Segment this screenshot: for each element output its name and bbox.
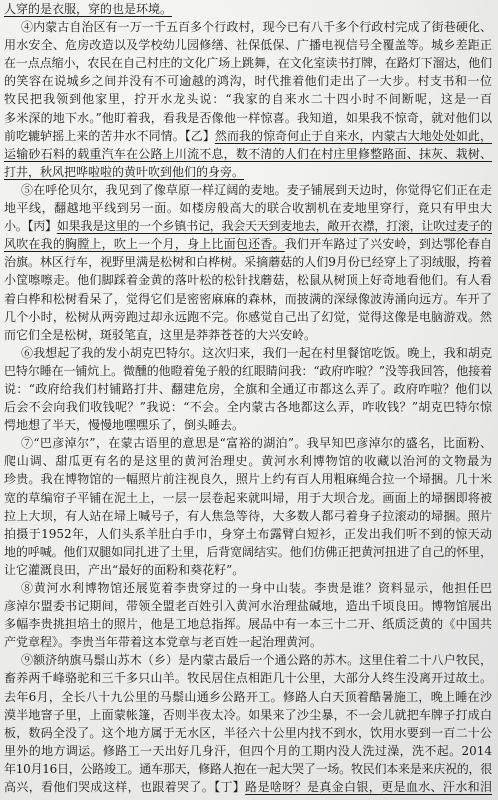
text-run: 巴特尔睡在一铺炕上。微醺的他瞪着兔子般的红眼睛问我：“政府咋啦？”没等我回答，他接着 — [4, 363, 492, 378]
text-run: 拍摄于1952年，人们头系羊肚白手巾，身穿土布露臂白短衫，正发出我们听不到的惊天动 — [4, 526, 492, 541]
text-run: 地平线，翻越地平线到另一面。如楼房般高大的联合收割机在麦地里穿行，竟只有甲虫大 — [4, 201, 492, 216]
text-run: 牧民把我领到他家里，拧开水龙头说：“我家的自来水二十四小时不间断呢，这是一百 — [4, 92, 492, 107]
text-line — [4, 398, 492, 416]
text-run: 宽的草编帘子平铺在泥土上，一层一层卷起来就叫埽，用于大坝合龙。画面上的埽捆即将被 — [4, 490, 492, 505]
text-run: ⑧黄河水利博物馆还展览着李贵穿过的一身中山装。李贵是谁？资料显示，他担任巴 — [21, 581, 492, 595]
text-line — [4, 470, 492, 488]
text-line — [4, 706, 492, 724]
paragraph — [4, 181, 492, 344]
text-line — [4, 109, 492, 127]
text-run: 治旗。林区行车，视野里满是松树和白桦树。采摘蘑菇的人们9月份已经穿上了羽绒服，挎着 — [4, 255, 492, 270]
text-run: 多幅李贵挑担培土的照片，他是工地总指挥。展品中有一本三十二开、纸质泛黄的《中国共 — [4, 617, 492, 632]
text-run: 里外的地方调运。修路工一天出好几身汗，但四个月的工期内没人洗过澡，洗不起。2014 — [4, 743, 492, 758]
text-line — [4, 669, 492, 687]
text-line — [4, 344, 492, 362]
text-line — [4, 145, 492, 163]
text-run: 畜养两千峰骆驼和三千多只山羊。牧民居住点相距几十公里，大部分人终生没离开过故土。 — [4, 671, 492, 686]
text-run: 让它灌溉良田，产出“最好的面粉和葵花籽”。 — [4, 562, 245, 577]
text-line — [4, 362, 492, 380]
text-line — [4, 760, 492, 778]
text-run: 后会不会向我们收钱呢？”我说：“不会。全内蒙古各地都这么弄，咋收钱？”胡克巴特尔惊 — [4, 400, 492, 415]
underlined-text: 如果我是这里的一个乡镇书记，我会天天到麦地去，敞开衣襟，打滚，让吹过麦子的 — [56, 219, 492, 234]
text-run: 着白桦和松树看呆了，觉得它们是密密麻麻的森林，而披满的深绿像波涛涌向远方。车开了 — [4, 291, 492, 306]
paragraph — [4, 434, 492, 579]
text-run: 我们开车路过了兴安岭，到达鄂伦春自 — [284, 237, 492, 252]
text-run: ⑦“巴彦淖尔”，在蒙古语里的意思是“富裕的湖泊”。我早知巴彦淖尔的盛名，比面粉、 — [21, 436, 492, 451]
text-line — [4, 199, 492, 217]
text-run: 彦淖尔盟委书记期间，带领全盟老百姓引入黄河水治理盐碱地，造出千顷良田。博物馆展出 — [4, 599, 492, 614]
text-line — [4, 290, 492, 308]
text-run: 小。【丙】 — [4, 219, 57, 234]
text-line — [4, 90, 492, 108]
text-run: ⑨额济纳旗马鬃山苏木（乡）是内蒙古最后一个通公路的苏木。这里住着二十八户牧民， — [21, 653, 492, 668]
text-line — [4, 0, 492, 18]
text-run: 高兴，看他们哭成这样，也跟着哭了。【丁】 — [4, 780, 246, 795]
text-run: 去年6月，全长八十九公里的马鬃山通乡公路开工。修路人白天顶着酷暑施工，晚上睡在沙 — [4, 689, 492, 704]
text-line — [4, 253, 492, 271]
text-run: 小筐嚓嚓走。他们脚踩着金黄的落叶松的松针找蘑菇，松鼠从树顶上好奇地看他们。有人看 — [4, 273, 492, 288]
text-run: ⑤在呼伦贝尔，我见到了像草原一样辽阔的麦地。麦子铺展到天边时，你觉得它们正在走 — [21, 182, 492, 197]
text-line — [4, 380, 492, 398]
text-line — [4, 525, 492, 543]
paragraph — [4, 579, 492, 651]
text-line — [4, 615, 492, 633]
text-line — [4, 778, 492, 796]
text-line — [4, 742, 492, 760]
text-run: 爬山调、甜瓜更有名的是这里的黄河治理史。黄河水利博物馆的收藏以治河的文物最为 — [4, 454, 492, 469]
text-run: 在一点点缩小，农民在自己村庄的文化广场上跳舞，在文化室读书打牌，在路灯下溜达，他们 — [4, 56, 492, 71]
text-run: 用水安全、危房改造以及学校幼儿园修缮、社保低保、广播电视信号全覆盖等。城乡差距正 — [4, 38, 492, 53]
text-run: ⑥我想起了我的发小胡克巴特尔。这次归来，我们一起在村里餐馆吃饭。晚上，我和胡克 — [21, 345, 492, 360]
text-line — [4, 579, 492, 597]
text-run: 的笑容在说城乡之间并没有不可逾越的鸿沟，时代推着他们走出了一大步。村支书和一位 — [4, 74, 492, 89]
text-line — [4, 688, 492, 706]
text-run: 产党章程》。李贵当年带着这本党章与老百姓一起治理黄河。 — [4, 635, 323, 650]
text-line — [4, 217, 492, 235]
text-run: 珍贵。我在博物馆的一幅照片前注视良久，照片上约有百人用粗麻绳合拉一个埽捆。几十米 — [4, 472, 492, 487]
text-run: 板，数码全没了。这个地方属于无水区，半径六十公里内找不到水，饮用水要到一百二十公 — [4, 725, 492, 740]
paragraph — [4, 0, 492, 18]
underlined-text: 然而我的惊奇何止于自来水，内蒙古大地处处如此， — [214, 128, 492, 143]
text-line — [4, 127, 492, 145]
text-line — [4, 416, 492, 434]
text-line — [4, 489, 492, 507]
text-run: 年10月16日，公路竣工。通车那天，修路人抱在一起大哭了一场。牧民们本来是来庆祝的，很 — [4, 761, 492, 776]
text-run: 前吃辘轳摇上来的苦井水不同情。【乙】 — [4, 128, 215, 143]
text-run: 地的呼喊。他们双腿如同扎进了土里，后背宽阔结实。他们仿佛正把黄河扭进了自己的怀里， — [4, 544, 492, 559]
text-line — [4, 326, 492, 344]
underlined-text: 风吹在我的胸膛上，吹上一个月，身上比面包还香。 — [4, 237, 285, 252]
paragraph — [4, 18, 492, 181]
text-line — [4, 36, 492, 54]
paragraph — [4, 344, 492, 434]
article-body — [4, 0, 492, 796]
text-line — [4, 434, 492, 452]
text-line — [4, 452, 492, 470]
text-line — [4, 308, 492, 326]
text-run: 漠半地窨子里，上面蒙帐篷，否则半夜太冷。如果来了沙尘暴，不一会儿就把车牌子打成白 — [4, 707, 492, 722]
paragraph — [4, 651, 492, 796]
underlined-text: 运输砂石料的载重汽车在公路上川流不息，数不清的人们在村庄里修整路面、抹灰、栽树、 — [4, 146, 492, 161]
text-run: 拉上大坝，有人站在埽上喊号子，有人焦急等待，大多数人都弓着身子拉滚动的埽捆。照片 — [4, 508, 492, 523]
underlined-text: 路是啥呀？是真金白银，更是血水、汗水和泪 — [245, 780, 492, 795]
text-run: 愕地想了半天，慢慢地嘿嘿乐了，倒头睡去。 — [4, 418, 245, 433]
text-run: 而它们全是松树，斑驳笔直，这里是莽莽苍苍的大兴安岭。 — [4, 327, 317, 342]
text-line — [4, 543, 492, 561]
text-line — [4, 18, 492, 36]
text-line — [4, 271, 492, 289]
text-line — [4, 651, 492, 669]
text-run: 说：“政府给我们村铺路打井、翻建危房，全旗和全通辽市都这么弄了。政府咋啦？他们以 — [4, 381, 492, 396]
text-run: ④内蒙古自治区有一万一千五百多个行政村，现今已有八千多个行政村完成了街巷硬化、 — [21, 20, 492, 35]
underlined-text: 人穿的是衣服，穿的也是环境。 — [4, 2, 173, 16]
text-line — [4, 235, 492, 253]
text-run: 多米深的地下水。”他盯着我，看我是否像他一样惊喜。我知道，如果我不惊奇，就对他们以 — [4, 110, 492, 125]
text-line — [4, 181, 492, 199]
text-line — [4, 163, 492, 181]
text-line — [4, 724, 492, 742]
text-line — [4, 54, 492, 72]
underlined-text: 打井，秋风把哗啦啦的黄叶吹到他们的身旁。 — [4, 164, 245, 179]
text-line — [4, 633, 492, 651]
text-line — [4, 72, 492, 90]
text-run: 几个小时，松树从两旁跑过却永远跑不完。你感觉自己出了幻觉，觉得这像是电脑游戏。然 — [4, 309, 492, 324]
text-line — [4, 597, 492, 615]
text-line — [4, 507, 492, 525]
text-line — [4, 561, 492, 579]
